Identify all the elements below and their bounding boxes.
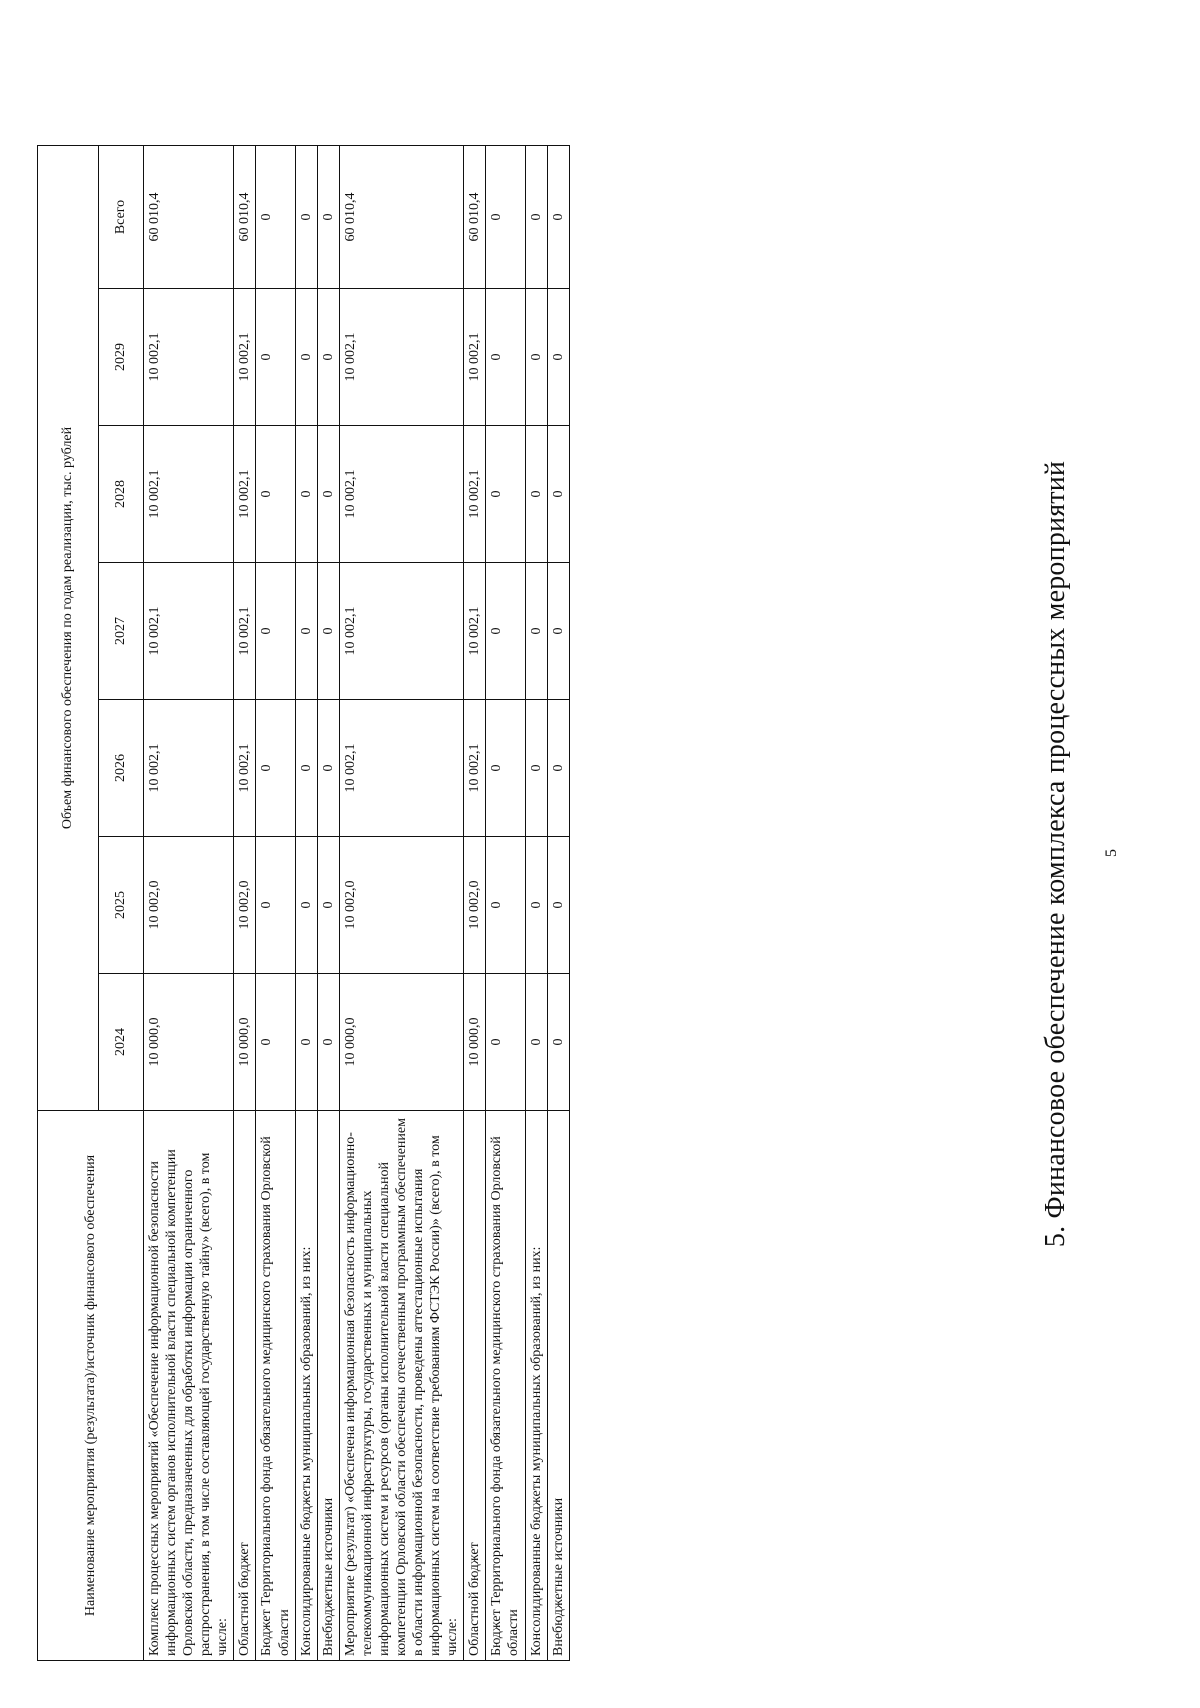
row-value: 0 xyxy=(317,700,339,837)
table-row xyxy=(234,145,256,1660)
year-header: 2027 xyxy=(99,563,144,700)
row-value: 10 000,0 xyxy=(144,974,234,1111)
row-value: 10 002,0 xyxy=(234,837,256,974)
row-value: 10 002,1 xyxy=(464,426,486,563)
row-value: 0 xyxy=(547,563,569,700)
table-row xyxy=(464,145,486,1660)
table-row xyxy=(256,145,295,1660)
row-name: Областной бюджет xyxy=(234,1111,256,1661)
row-value: 10 002,0 xyxy=(339,837,464,974)
row-value: 10 002,1 xyxy=(234,700,256,837)
financing-table xyxy=(37,145,570,1661)
row-value: 0 xyxy=(486,426,525,563)
row-value: 10 002,1 xyxy=(144,563,234,700)
row-value: 10 002,1 xyxy=(339,426,464,563)
row-name: Областной бюджет xyxy=(464,1111,486,1661)
row-value: 0 xyxy=(317,289,339,426)
table-row xyxy=(525,145,547,1660)
row-value: 0 xyxy=(547,974,569,1111)
row-value: 60 010,4 xyxy=(464,145,486,288)
row-value: 0 xyxy=(256,700,295,837)
row-value: 10 002,1 xyxy=(464,700,486,837)
row-value: 0 xyxy=(486,289,525,426)
row-value: 0 xyxy=(525,700,547,837)
row-value: 10 002,1 xyxy=(464,289,486,426)
row-value: 10 000,0 xyxy=(464,974,486,1111)
row-value: 0 xyxy=(525,974,547,1111)
row-value: 0 xyxy=(295,974,317,1111)
row-value: 0 xyxy=(256,974,295,1111)
row-value: 0 xyxy=(317,563,339,700)
row-value: 10 002,1 xyxy=(144,426,234,563)
row-value: 0 xyxy=(256,837,295,974)
row-value: 0 xyxy=(317,426,339,563)
row-value: 0 xyxy=(525,837,547,974)
row-value: 0 xyxy=(525,145,547,288)
row-value: 0 xyxy=(295,145,317,288)
row-name: Бюджет Территориального фонда обязательного медицинского страхования Орловской области xyxy=(486,1111,525,1661)
year-header: 2025 xyxy=(99,837,144,974)
row-name: Мероприятие (результат) «Обеспечена информационная безопасность информационно-телекоммуникационной инфраструктуры, государственных и муниципальных информационных систем и ресурсов (органы исполнительной власти специальной компетенции Орловской области обеспечены отечественным программным обеспечением в области информационной безопасности, проведены аттестационные испытания информационных систем на соответствие требованиям ФСТЭК России)» (всего), в том числе: xyxy=(339,1111,464,1661)
row-value: 10 002,1 xyxy=(234,289,256,426)
row-value: 0 xyxy=(486,974,525,1111)
row-value: 10 002,1 xyxy=(144,289,234,426)
row-value: 0 xyxy=(486,700,525,837)
row-value: 0 xyxy=(317,145,339,288)
year-header: Всего xyxy=(99,145,144,288)
row-value: 0 xyxy=(525,563,547,700)
row-value: 10 002,0 xyxy=(464,837,486,974)
row-value: 10 002,0 xyxy=(144,837,234,974)
row-value: 0 xyxy=(256,426,295,563)
row-value: 0 xyxy=(295,426,317,563)
row-name: Внебюджетные источники xyxy=(317,1111,339,1661)
row-name: Консолидированные бюджеты муниципальных образований, из них: xyxy=(295,1111,317,1661)
year-header: 2024 xyxy=(99,974,144,1111)
header-group: Объем финансового обеспечения по годам реализации, тыс. рублей xyxy=(38,145,99,1110)
row-value: 10 002,1 xyxy=(144,700,234,837)
table-row xyxy=(295,145,317,1660)
row-value: 0 xyxy=(486,563,525,700)
row-value: 10 002,1 xyxy=(339,700,464,837)
table-row xyxy=(339,145,464,1660)
row-value: 0 xyxy=(547,145,569,288)
section-title: 5. Финансовое обеспечение комплекса процессных мероприятий xyxy=(1040,460,1071,1248)
row-value: 0 xyxy=(295,563,317,700)
row-value: 0 xyxy=(256,563,295,700)
row-value: 0 xyxy=(256,145,295,288)
row-value: 0 xyxy=(547,837,569,974)
table-row xyxy=(317,145,339,1660)
row-value: 60 010,4 xyxy=(144,145,234,288)
row-value: 0 xyxy=(317,974,339,1111)
page-number: 5 xyxy=(1103,849,1120,857)
row-value: 0 xyxy=(295,700,317,837)
row-value: 10 002,1 xyxy=(339,563,464,700)
header-name: Наименование мероприятия (результата)/источник финансового обеспечения xyxy=(38,1111,144,1661)
row-value: 0 xyxy=(525,289,547,426)
header-row-group xyxy=(38,145,99,1660)
row-name: Бюджет Территориального фонда обязательного медицинского страхования Орловской области xyxy=(256,1111,295,1661)
row-name: Внебюджетные источники xyxy=(547,1111,569,1661)
row-value: 0 xyxy=(486,837,525,974)
row-value: 10 000,0 xyxy=(234,974,256,1111)
table-row xyxy=(144,145,234,1660)
row-value: 0 xyxy=(486,145,525,288)
row-value: 0 xyxy=(547,700,569,837)
table-row xyxy=(547,145,569,1660)
row-value: 0 xyxy=(547,426,569,563)
row-value: 10 002,1 xyxy=(464,563,486,700)
row-name: Комплекс процессных мероприятий «Обеспечение информационной безопасности информационных систем органов исполнительной власти специальной компетенции Орловской области, предназначенных для обработки информации ограниченного распространения, в том числе составляющей государственную тайну» (всего), в том числе: xyxy=(144,1111,234,1661)
row-value: 10 000,0 xyxy=(339,974,464,1111)
table-row xyxy=(486,145,525,1660)
row-value: 10 002,1 xyxy=(339,289,464,426)
table-body xyxy=(144,145,570,1660)
year-header: 2028 xyxy=(99,426,144,563)
row-value: 60 010,4 xyxy=(234,145,256,288)
row-value: 0 xyxy=(547,289,569,426)
row-value: 0 xyxy=(295,289,317,426)
row-value: 0 xyxy=(256,289,295,426)
year-header: 2026 xyxy=(99,700,144,837)
row-value: 0 xyxy=(295,837,317,974)
row-value: 0 xyxy=(525,426,547,563)
row-value: 10 002,1 xyxy=(234,563,256,700)
year-header: 2029 xyxy=(99,289,144,426)
row-name: Консолидированные бюджеты муниципальных образований, из них: xyxy=(525,1111,547,1661)
row-value: 10 002,1 xyxy=(234,426,256,563)
row-value: 0 xyxy=(317,837,339,974)
row-value: 60 010,4 xyxy=(339,145,464,288)
